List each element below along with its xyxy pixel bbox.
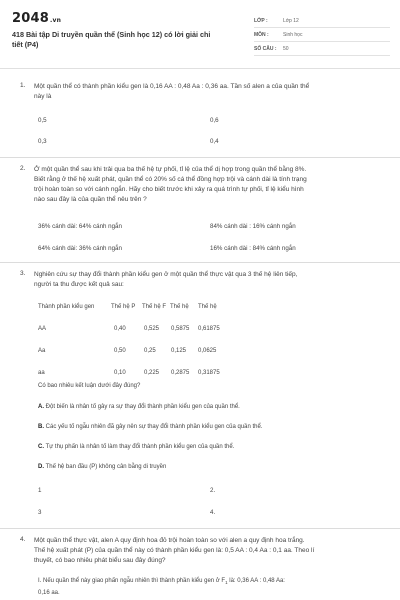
meta-value: Lớp 12 xyxy=(283,17,299,24)
question-divider xyxy=(0,528,400,529)
question-4 xyxy=(20,536,384,600)
question-line: Ở một quần thể sau khi trải qua ba thế hệ tự phối, tỉ lệ của thể dị hợp trong quần thể bằng 8%. xyxy=(34,166,307,173)
statement-c xyxy=(38,444,234,450)
statement-d xyxy=(38,464,166,470)
question-text xyxy=(34,82,380,102)
table-cell: 0,31875 xyxy=(198,370,220,376)
answer-option[interactable]: 0,5 xyxy=(38,117,47,124)
title-line-1: 418 Bài tập Di truyền quần thể (Sinh học 12) có lời giải chi xyxy=(12,30,211,39)
table-header: Thế hệ xyxy=(198,304,217,310)
meta-panel xyxy=(254,14,390,56)
statement-label: B. xyxy=(38,424,44,430)
question-line: trội hoàn toàn so với cánh ngắn. Hãy cho biết trước khi xảy ra quá trình tự phối, tỉ lệ kiểu hình xyxy=(34,186,304,193)
subscript: 1 xyxy=(225,580,228,586)
question-divider xyxy=(0,262,400,263)
table-cell: 0,10 xyxy=(114,370,126,376)
question-text xyxy=(34,536,380,566)
question-line: Nghiên cứu sự thay đổi thành phần kiểu gen ở một quần thể thực vật qua 3 thế hệ liên tiếp, xyxy=(34,271,298,278)
question-text xyxy=(34,165,380,205)
question-line: Biết rằng ở thế hệ xuất phát, quần thể có 20% số cá thể đồng hợp trội và cánh dài là tính trạng xyxy=(34,176,307,183)
statement-text: Thế hệ ban đầu (P) không cân bằng di truyền xyxy=(45,464,167,470)
table-header: Thành phần kiểu gen xyxy=(38,304,95,310)
page-header xyxy=(0,0,400,64)
question-prompt: Có bao nhiêu kết luận dưới đây đúng? xyxy=(38,383,141,389)
statement-text: I. Nếu quần thể này giao phấn ngẫu nhiên thì thành phần kiểu gen ở F xyxy=(38,578,226,584)
statement-continuation: 0,16 aa. xyxy=(38,590,60,596)
question-number: 2. xyxy=(20,165,26,172)
table-cell: 0,0625 xyxy=(198,348,217,354)
question-line: thuyết, có bao nhiêu phát biểu sau đây đúng? xyxy=(34,557,166,564)
answer-option[interactable]: 0,4 xyxy=(210,138,219,145)
statement-label: D. xyxy=(38,464,44,470)
question-2 xyxy=(20,165,384,257)
statement-i xyxy=(38,578,285,585)
answer-option[interactable]: 36% cánh dài: 64% cánh ngắn xyxy=(38,223,122,230)
table-cell: aa xyxy=(38,370,45,376)
question-1 xyxy=(20,82,384,152)
table-cell: 0,61875 xyxy=(198,326,220,332)
answer-option[interactable]: 2. xyxy=(210,487,216,494)
table-cell: 0,40 xyxy=(114,326,126,332)
meta-label: LỚP : xyxy=(254,17,268,24)
question-text xyxy=(34,270,380,290)
answer-option[interactable]: 3 xyxy=(38,509,42,516)
answer-option[interactable]: 0,6 xyxy=(210,117,219,124)
question-line: Thế hệ xuất phát (P) của quần thể này có thành phần kiểu gen là: 0,5 AA : 0,4 Aa : 0,1 aa. Theo lí xyxy=(34,547,315,554)
question-divider xyxy=(0,157,400,158)
question-line: Một quần thể thực vật, alen A quy định hoa đỏ trội hoàn toàn so với alen a quy định hoa trắng. xyxy=(34,537,305,544)
table-cell: 0,50 xyxy=(114,348,126,354)
table-cell: 0,5875 xyxy=(171,326,190,332)
table-cell: 0,125 xyxy=(171,348,187,354)
statement-label: C. xyxy=(38,444,44,450)
table-cell: 0,225 xyxy=(144,370,160,376)
statement-label: A. xyxy=(38,404,44,410)
question-line: Một quần thể có thành phần kiểu gen là 0,16 AA : 0,48 Aa : 0,36 aa. Tần số alen a của quần thể xyxy=(34,83,310,90)
logo-text: 2048 xyxy=(12,11,49,26)
question-number: 1. xyxy=(20,82,26,89)
header-divider xyxy=(0,68,400,69)
question-number: 3. xyxy=(20,270,26,277)
table-cell: AA xyxy=(38,326,47,332)
statement-text: Các yếu tố ngẫu nhiên đã gây nên sự thay đổi thành phần kiểu gen của quần thể. xyxy=(45,424,263,430)
statement-text: Đột biến là nhân tố gây ra sự thay đổi thành phần kiểu gen của quần thể. xyxy=(45,404,240,410)
statement-b xyxy=(38,424,263,430)
statement-text: là: 0,36 AA : 0,48 Aa: xyxy=(227,578,285,584)
question-number: 4. xyxy=(20,536,26,543)
meta-row-count xyxy=(254,42,390,56)
answer-option[interactable]: 64% cánh dài: 36% cánh ngắn xyxy=(38,245,122,252)
meta-label: SỐ CÂU : xyxy=(254,45,277,52)
logo-suffix: .vn xyxy=(49,17,62,24)
meta-value: 50 xyxy=(283,45,289,52)
answer-option[interactable]: 0,3 xyxy=(38,138,47,145)
table-cell: Aa xyxy=(38,348,46,354)
title-line-2: tiết (P4) xyxy=(12,40,39,49)
meta-label: MÔN : xyxy=(254,31,269,38)
statement-text: Tự thụ phấn là nhân tố làm thay đổi thành phần kiểu gen của quần thể. xyxy=(45,444,235,450)
table-cell: 0,525 xyxy=(144,326,160,332)
question-line: người ta thu được kết quả sau: xyxy=(34,281,124,288)
meta-row-class xyxy=(254,14,390,28)
statement-a xyxy=(38,404,240,410)
question-line: này là xyxy=(34,93,52,100)
answer-option[interactable]: 16% cánh dài : 84% cánh ngắn xyxy=(210,245,296,252)
table-header: Thế hệ xyxy=(170,304,189,310)
table-header: Thế hệ P xyxy=(111,304,136,310)
table-cell: 0,2875 xyxy=(171,370,190,376)
site-logo[interactable] xyxy=(12,11,61,26)
table-header: Thế hệ F xyxy=(142,304,167,310)
question-line: nào sau đây là của quần thể nêu trên ? xyxy=(34,196,147,203)
answer-option[interactable]: 84% cánh dài : 16% cánh ngắn xyxy=(210,223,296,230)
document-title xyxy=(12,30,244,50)
answer-option[interactable]: 4. xyxy=(210,509,216,516)
meta-value: Sinh học xyxy=(283,31,303,38)
table-cell: 0,25 xyxy=(144,348,156,354)
answer-option[interactable]: 1 xyxy=(38,487,42,494)
meta-row-subject xyxy=(254,28,390,42)
